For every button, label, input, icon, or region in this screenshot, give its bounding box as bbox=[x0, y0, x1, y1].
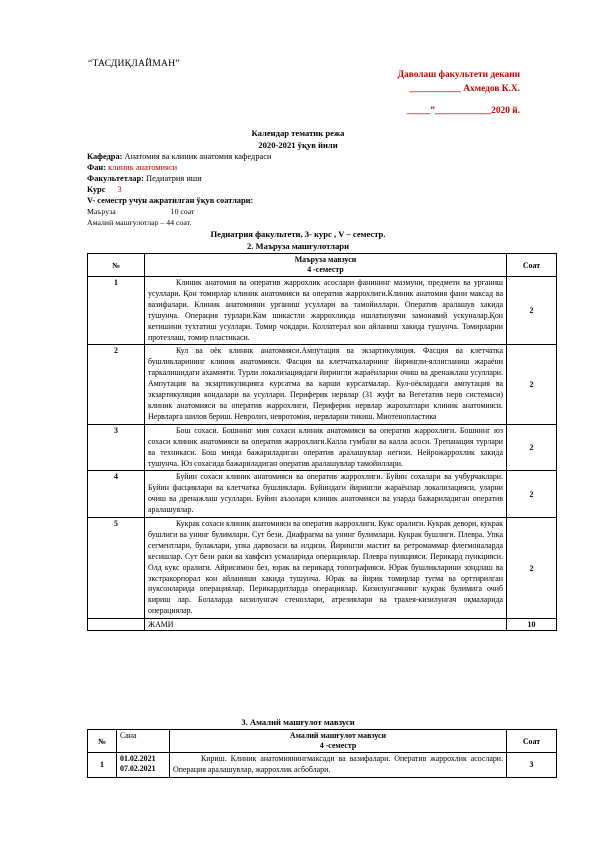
lecture-label: Маъруза bbox=[87, 207, 116, 216]
kafedra-label: Кафедра: bbox=[87, 152, 123, 161]
row-hours: 2 bbox=[507, 518, 557, 619]
row-num: 1 bbox=[88, 753, 117, 778]
col-hours: Соат bbox=[507, 730, 557, 753]
col-hours: Соат bbox=[507, 254, 557, 277]
table-row bbox=[88, 753, 557, 778]
practical-hours-line: Амалий машғулотлар – 44 соат. bbox=[87, 218, 192, 227]
doc-year: 2020-2021 ўқув йили bbox=[258, 140, 338, 150]
row-hours: 3 bbox=[507, 753, 557, 778]
lectures-table bbox=[87, 253, 557, 631]
faculty-label: Факультетлар: bbox=[87, 174, 144, 183]
course-label: Курс bbox=[87, 185, 106, 194]
fan-line bbox=[87, 163, 177, 172]
col-topic-semester: 4 -семестр bbox=[319, 741, 357, 750]
kafedra-line bbox=[87, 152, 271, 161]
row-hours: 2 bbox=[507, 277, 557, 345]
doc-title: Календар тематик режа bbox=[251, 128, 345, 138]
total-label: ЖАМИ bbox=[145, 619, 507, 631]
lectures-heading: 2. Маъруза машғулотлари bbox=[246, 241, 350, 251]
practicals-header-row bbox=[88, 730, 557, 753]
row-topic: Клиник анатомия ва оператив жаррохлик асослари фанининг мазмуни, предмети ва урганиш усуллари. Қон томирлар клиник анатомияси ва оператив жаррохлиги.Клиник анатомия фани максад ва вазифалари. Клиник анатомияни урганиш усуллари ва тамойиллари. Оператив аралашув хакида тушунча. Операция турлари.Кам шикастли жаррохликда ишлатилувчи замонавий ускуналар.Қон кетишини тухтатиш усуллари. Томир чокдари. Коллатерал кон айланиш хакида тушунча. Томирларни протезлаш, томир пластикаси. bbox=[145, 277, 507, 345]
approval-stamp: “ТАСДИҚЛАЙМАН” bbox=[88, 58, 180, 69]
row-num: 1 bbox=[88, 277, 145, 345]
total-hours: 10 bbox=[507, 619, 557, 631]
table-row bbox=[88, 424, 557, 471]
row-num: 2 bbox=[88, 345, 145, 424]
row-date-start: 01.02.2021 bbox=[120, 754, 156, 763]
kafedra-value: Анатомия ва клиник анатомия кафедраси bbox=[122, 152, 272, 161]
semester-hours-line bbox=[87, 196, 253, 205]
row-topic: Буйин сохаси клиник анатомияси ва оператив жаррохлиги. Буйин сохалари ва учбурчаклари. Буйин фасциялари ва клетчатка бушликлари. Буйиндаги йирингли жараёнлар локализацияси, уларни очиш ва дренажлаш усуллари. Буйин аъзолари клиник анатомияси ва уларда бажариладиган оператив аралашувлар. bbox=[145, 471, 507, 518]
lecture-hours: 10 соат bbox=[170, 207, 195, 216]
col-date: Сана bbox=[117, 730, 170, 753]
lectures-header-row bbox=[88, 254, 557, 277]
row-num: 4 bbox=[88, 471, 145, 518]
row-hours: 2 bbox=[507, 471, 557, 518]
course-line bbox=[87, 185, 122, 194]
table-row bbox=[88, 518, 557, 619]
practicals-heading: 3. Амалий машғулот мавзуси bbox=[241, 717, 355, 727]
total-empty bbox=[88, 619, 145, 631]
row-date bbox=[117, 753, 170, 778]
table-row bbox=[88, 471, 557, 518]
faculty-value: Педиатрия иши bbox=[143, 174, 202, 183]
row-topic: Кукрак сохаси клиник анатомияси ва оператив жаррохлиги. Кукс оралиги. Кукрак девори, кукрак бушлиги ва унинг булимлари. Сут бези. Диафрагма ва унинг булимлари. Кукрак бушлиги. Плевра. Упка сегментлари, булаклари, упка дарвозаси ва илдизи. Йирингли мастит ва ретромаммар флегмоналарда кесишлар. Сут бези раки ва хавфсиз усмаларида операциялар. Плевра пункцияси. Перикард пункцияси. Олд кукс оралиги. Айрисимон без, юрак ва перикард топографияси. Юрак бушликларини зондлаш ва экстракорпорал кон айланиши хакида тушунча. Юрак ва йирик томирлар тугма ва орттирилган нуксонларида операциялар. Перикардитларда операциялар. Кизилунгачнинг кукрак булимига очиб кириш лар. Болаларда кизилунгач стенозлари, атрезиялари ва трахея-кизилунгач оқмаларида операциялар. bbox=[145, 518, 507, 619]
lecture-hours-line bbox=[87, 207, 194, 216]
table-row bbox=[88, 277, 557, 345]
dean-name: ___________ Ахмедов К.Х. bbox=[409, 84, 520, 94]
row-num: 5 bbox=[88, 518, 145, 619]
faculty-course-semester: Педиатрия факультети, 3- курс , V – семестр. bbox=[210, 229, 386, 239]
semester-hours-label: V- семестр учун ажратилган ўқув соатлари: bbox=[87, 196, 254, 205]
dean-signature-block bbox=[398, 68, 520, 118]
total-row bbox=[88, 619, 557, 631]
dean-date: _____”____________2020 й. bbox=[406, 106, 520, 116]
row-date-end: 07.02.2021 bbox=[120, 764, 156, 773]
col-topic-semester: 4 -семестр bbox=[307, 265, 344, 274]
row-num: 3 bbox=[88, 424, 145, 471]
row-hours: 2 bbox=[507, 345, 557, 424]
col-num: № bbox=[88, 730, 117, 753]
col-topic bbox=[145, 254, 507, 277]
course-value: 3 bbox=[117, 185, 122, 194]
row-topic: Кириш. Клиник анатомиянингмаксади ва вазифалари. Оператив жаррохлик асослари. Операция аралашувлар, жаррохлик асбоблари. bbox=[170, 753, 507, 778]
faculty-line bbox=[87, 174, 202, 183]
table-row bbox=[88, 345, 557, 424]
row-topic: Бош сохаси. Бошнинг мия сохаси клиник анатомияси ва оператив жаррохлиги. Бошнинг юз сохаси клиник анатомияси ва оператив жаррохлиги.Калла гумбази ва калла асоси. Трепанация турлари ва техникаси. Бош мияда бажариладиган оператив аралашувлар негизи. Нейрожаррохлик хакида тушунча. Юз сохасида бажариладиган оператив аралашувлар тамойиллари. bbox=[145, 424, 507, 471]
practicals-table bbox=[87, 729, 557, 778]
row-topic: Кул ва оёк клиник анатомияси.Ампутация ва экзартикуляция. Фасция ва клетчатка бушликларининг клиник анатомияси. Фасция ва клетчаткаларнинг йирингли-яллигланиш жараёни таркалишидаги ахамияти. Турли локализациядаги йирингли жараёнларни очиш ва дренажлаш усуллари. Ампутация ва экзартикуляцияга курсатма ва карши курсатмалар. Кул-оёклардаги ампутация ва экзартикуляция кондалари ва усуллари. Периферик нервлар (31 жуфт ва Вегетатив нерв системаси) клиник анатомияси ва оператив жаррохлиги, Периферик нервлар жарохатлари клиник анатомияси. Нервларга шилов бериш. Невролиз, невротомия, нервларни тикиш. Миотенопластика bbox=[145, 345, 507, 424]
fan-value: клиник анатомияси bbox=[106, 163, 178, 172]
col-topic bbox=[170, 730, 507, 753]
col-num: № bbox=[88, 254, 145, 277]
dean-title: Даволаш факультети декани bbox=[397, 70, 520, 80]
col-topic-title: Амалий машғулот мавзуси bbox=[289, 731, 387, 740]
row-hours: 2 bbox=[507, 424, 557, 471]
fan-label: Фан: bbox=[87, 163, 106, 172]
col-topic-title: Маъруза мавзуси bbox=[294, 255, 357, 264]
